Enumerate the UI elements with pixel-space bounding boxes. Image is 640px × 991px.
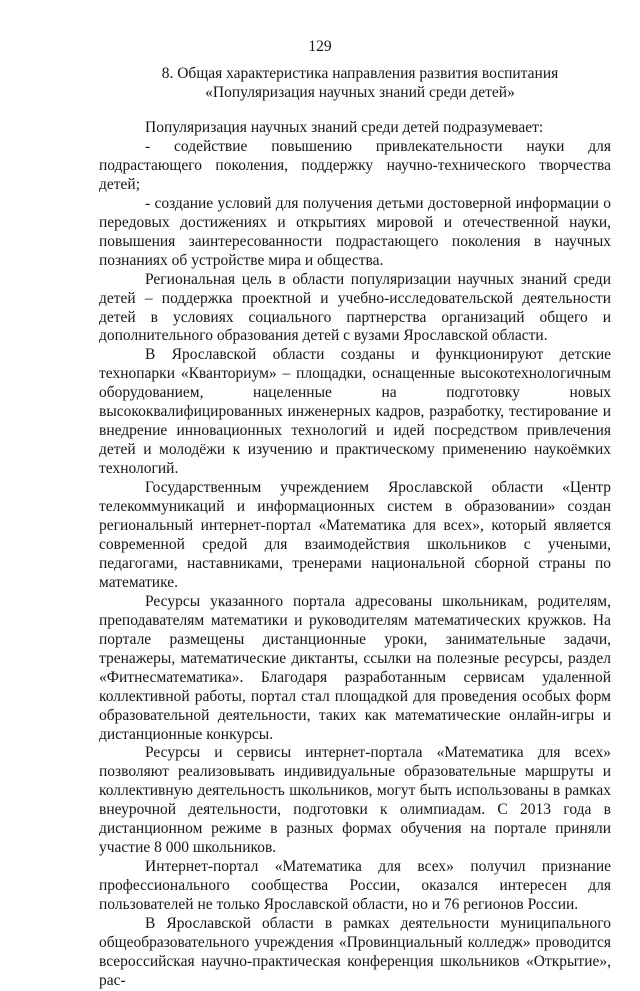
paragraph: В Ярославской области созданы и функционируют детские технопарки «Кванториум» – площадки, оснащенные высокотехнологичным оборудованием, нацеленные на подготовку новых высококвалифицированных инженерных кадров, разработку, тестирование и внедрение инновационных технологий и идей посредством привлечения детей и молодёжи к изучению и практическому применению наукоёмких технологий. xyxy=(99,346,611,478)
paragraph: Государственным учреждением Ярославской области «Центр телекоммуникаций и информационных систем в образовании» создан региональный интернет-портал «Математика для всех», который является современной средой для взаимодействия школьников с учеными, педагогами, наставниками, тренерами национальной сборной страны по математике. xyxy=(99,479,611,591)
section-heading-line-2: «Популяризация научных знаний среди детей» xyxy=(205,84,515,101)
paragraph: Популяризация научных знаний среди детей подразумевает: xyxy=(145,119,544,136)
paragraph: Ресурсы указанного портала адресованы школьникам, родителям, преподавателям математики и руководителям математических кружков. На портале размещены дистанционные уроки, занимательные задачи, тренажеры, математические диктанты, ссылки на полезные ресурсы, раздел «Фитнесматематика». Благодаря разработанным сервисам удаленной коллективной работы, портал стал площадкой для проведения особых форм образовательной деятельности, таких как математические онлайн-игры и дистанционные конкурсы. xyxy=(99,592,611,743)
paragraph: - содействие повышению привлекательности науки для подрастающего поколения, поддержку научно-технического творчества детей; xyxy=(99,137,611,193)
section-heading-line-1: 8. Общая характеристика направления развития воспитания xyxy=(161,65,559,82)
section-heading xyxy=(100,64,620,102)
paragraph: Ресурсы и сервисы интернет-портала «Математика для всех» позволяют реализовывать индивидуальные образовательные маршруты и коллективную деятельность школьников, могут быть использованы в рамках внеурочной деятельности, подготовки к олимпиадам. С 2013 года в дистанционном режиме в разных формах обучения на портале приняли участие 8 000 школьников. xyxy=(99,744,611,857)
page-number: 129 xyxy=(308,38,332,55)
paragraph: Интернет-портал «Математика для всех» получил признание профессионального сообщества России, оказался интересен для пользователей не только Ярославской области, но и 76 регионов России. xyxy=(99,858,611,914)
paragraph: В Ярославской области в рамках деятельности муниципального общеобразовательного учреждения «Провинциальный колледж» проводится всероссийская научно-практическая конференция школьников «Открытие», рас- xyxy=(99,915,611,989)
body-text xyxy=(99,119,611,991)
paragraph: - создание условий для получения детьми достоверной информации о передовых достижениях и открытиях мировой и отечественной науки, повышения заинтересованности подрастающего поколения в научных познаниях об устройстве мира и общества. xyxy=(99,194,611,269)
paragraph: Региональная цель в области популяризации научных знаний среди детей – поддержка проектной и учебно-исследовательской деятельности детей в условиях социального партнерства организаций общего и дополнительного образования детей с вузами Ярославской области. xyxy=(99,270,611,345)
